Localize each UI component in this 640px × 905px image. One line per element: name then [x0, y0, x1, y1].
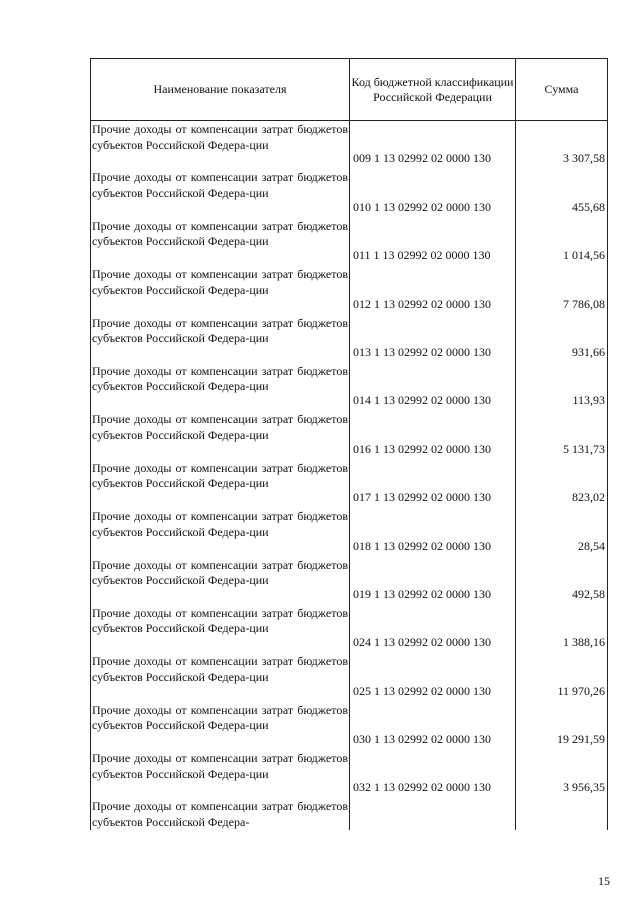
table-row [91, 557, 607, 605]
row-name: Прочие доходы от компенсации затрат бюджетов субъектов Российской Федера-ции [91, 460, 350, 508]
row-sum: 455,68 [572, 199, 605, 214]
table-row [91, 266, 607, 314]
row-name: Прочие доходы от компенсации затрат бюджетов субъектов Российской Федера- [91, 798, 350, 830]
row-code: 009 1 13 02992 02 0000 130 [350, 121, 516, 169]
row-sum: 113,93 [572, 393, 605, 408]
row-name: Прочие доходы от компенсации затрат бюджетов субъектов Российской Федера-ции [91, 315, 350, 363]
row-sum: 5 131,73 [563, 441, 605, 456]
row-name: Прочие доходы от компенсации затрат бюджетов субъектов Российской Федера-ции [91, 557, 350, 605]
row-name: Прочие доходы от компенсации затрат бюджетов субъектов Российской Федера-ции [91, 702, 350, 750]
table-row [91, 508, 607, 556]
table-row [91, 315, 607, 363]
header-sum: Сумма [544, 82, 579, 96]
row-code: 012 1 13 02992 02 0000 130 [350, 266, 516, 314]
page-number: 15 [598, 874, 610, 888]
row-code: 014 1 13 02992 02 0000 130 [350, 363, 516, 411]
row-name: Прочие доходы от компенсации затрат бюджетов субъектов Российской Федера-ции [91, 266, 350, 314]
row-sum: 1 014,56 [563, 248, 605, 263]
row-code: 024 1 13 02992 02 0000 130 [350, 605, 516, 653]
table-header [91, 59, 607, 121]
table-row [91, 411, 607, 459]
row-name: Прочие доходы от компенсации затрат бюджетов субъектов Российской Федера-ции [91, 169, 350, 217]
table-row [91, 121, 607, 169]
row-code: 019 1 13 02992 02 0000 130 [350, 557, 516, 605]
table-row [91, 605, 607, 653]
row-sum: 28,54 [578, 538, 605, 553]
row-sum: 931,66 [572, 344, 605, 359]
row-name: Прочие доходы от компенсации затрат бюджетов субъектов Российской Федера-ции [91, 653, 350, 701]
row-code: 025 1 13 02992 02 0000 130 [350, 653, 516, 701]
row-sum: 3 956,35 [563, 780, 605, 795]
row-code: 017 1 13 02992 02 0000 130 [350, 460, 516, 508]
table-row [91, 218, 607, 266]
row-name: Прочие доходы от компенсации затрат бюджетов субъектов Российской Федера-ции [91, 508, 350, 556]
row-name: Прочие доходы от компенсации затрат бюджетов субъектов Российской Федера-ции [91, 218, 350, 266]
table-row [91, 653, 607, 701]
row-sum: 1 388,16 [563, 635, 605, 650]
row-code: 030 1 13 02992 02 0000 130 [350, 702, 516, 750]
row-name: Прочие доходы от компенсации затрат бюджетов субъектов Российской Федера-ции [91, 121, 350, 169]
table-row [91, 750, 607, 798]
header-code: Код бюджетной классификации Российской Федерации [350, 59, 516, 120]
row-sum: 11 970,26 [557, 683, 605, 698]
row-name: Прочие доходы от компенсации затрат бюджетов субъектов Российской Федера-ции [91, 411, 350, 459]
table-row [91, 363, 607, 411]
row-code: 032 1 13 02992 02 0000 130 [350, 750, 516, 798]
row-sum: 492,58 [572, 586, 605, 601]
row-code-empty [350, 798, 516, 830]
row-code: 011 1 13 02992 02 0000 130 [350, 218, 516, 266]
table-row-partial [91, 798, 607, 830]
row-code: 018 1 13 02992 02 0000 130 [350, 508, 516, 556]
row-name: Прочие доходы от компенсации затрат бюджетов субъектов Российской Федера-ции [91, 363, 350, 411]
row-code: 010 1 13 02992 02 0000 130 [350, 169, 516, 217]
header-name: Наименование показателя [91, 59, 350, 120]
row-sum-empty [516, 798, 607, 830]
table-row [91, 460, 607, 508]
table-row [91, 702, 607, 750]
row-name: Прочие доходы от компенсации затрат бюджетов субъектов Российской Федера-ции [91, 750, 350, 798]
budget-table [90, 58, 608, 830]
row-name: Прочие доходы от компенсации затрат бюджетов субъектов Российской Федера-ции [91, 605, 350, 653]
table-row [91, 169, 607, 217]
row-sum: 3 307,58 [563, 151, 605, 166]
row-sum: 7 786,08 [563, 296, 605, 311]
table-body [91, 121, 607, 830]
row-sum: 823,02 [572, 490, 605, 505]
row-code: 016 1 13 02992 02 0000 130 [350, 411, 516, 459]
row-code: 013 1 13 02992 02 0000 130 [350, 315, 516, 363]
row-sum: 19 291,59 [557, 732, 605, 747]
